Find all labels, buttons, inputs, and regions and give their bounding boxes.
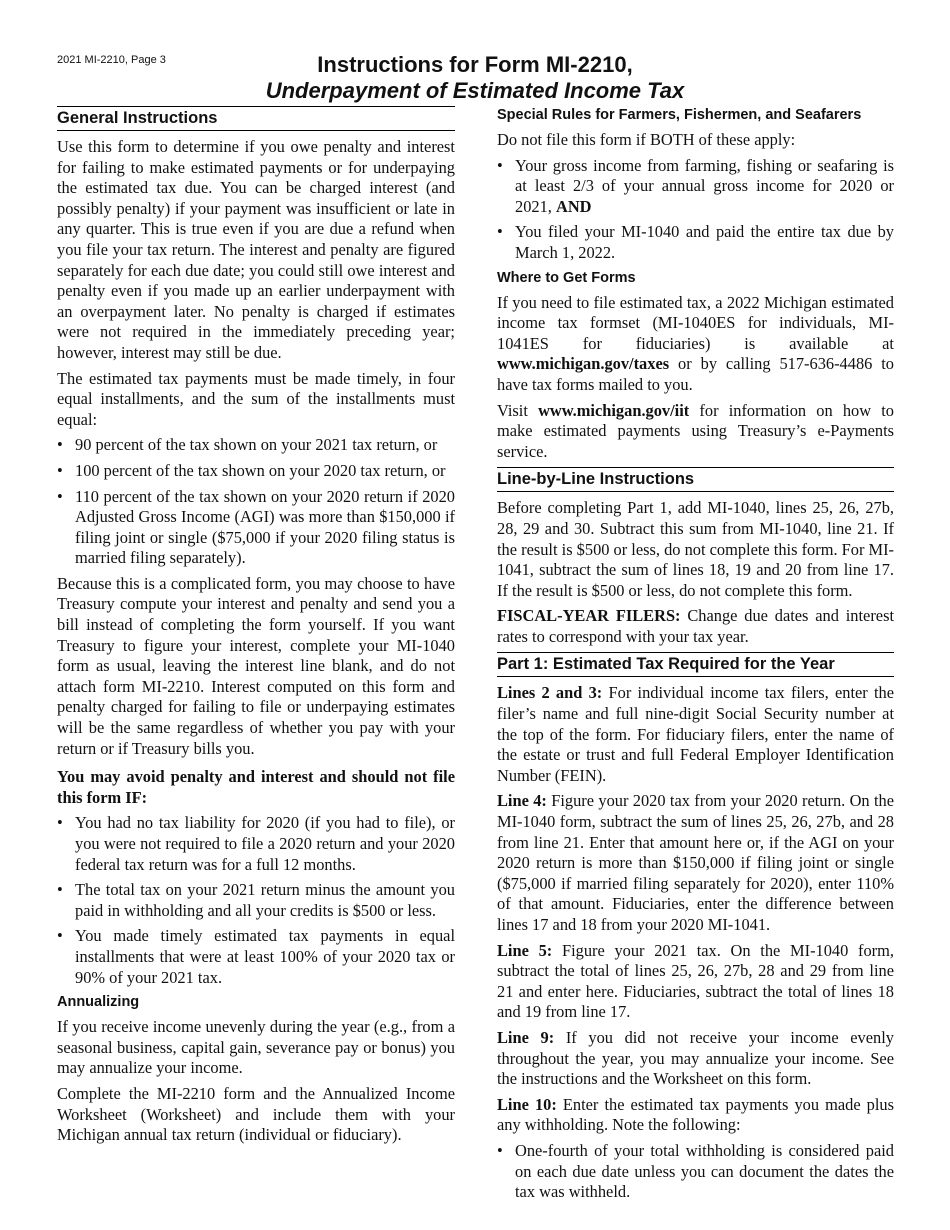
line-text: Figure your 2020 tax from your 2020 return. On the MI-1040 form, subtract the sum of lines 25, 26, 27b, and 28 from line 21. Enter that amount here or, if the AGI on your 2020 return is more than $150,000 if filing joint or single ($75,000 if married filing separately for 2020), enter 110% of that amount. Fiduciaries, enter the difference between lines 17 and 18 from your 2020 MI-1041. bbox=[497, 791, 894, 934]
line-by-line-heading: Line-by-Line Instructions bbox=[497, 467, 894, 492]
lines-2-3-paragraph bbox=[497, 683, 894, 786]
taxes-website-link[interactable]: www.michigan.gov/taxes bbox=[497, 354, 670, 374]
general-paragraph-2: The estimated tax payments must be made timely, in four equal installments, and the sum of the installments must equal: bbox=[57, 368, 455, 429]
forms-text: or by calling 517-636-4486 to have tax forms mailed to you. bbox=[497, 354, 895, 394]
annualizing-heading: Annualizing bbox=[57, 994, 140, 1011]
visit-text: Visit bbox=[497, 400, 528, 420]
line-by-line-paragraph: Before completing Part 1, add MI-1040, lines 25, 26, 27b, 28, 29 and 30. Subtract this sum from MI-1040, line 21. If the result is $500 or less, do not complete this form. For MI-1041, subtract the sum of lines 18, 19 and 20 from line 17. If the result is $500 or less, do not complete this form. bbox=[497, 498, 894, 600]
visit-paragraph bbox=[497, 401, 894, 463]
line-label: Line 10: bbox=[497, 1094, 557, 1114]
line-9-paragraph bbox=[497, 1028, 894, 1090]
list-item: • You filed your MI-1040 and paid the entire tax due by March 1, 2022. bbox=[497, 222, 894, 263]
line-4-paragraph bbox=[497, 791, 894, 935]
iit-website-link[interactable]: www.michigan.gov/iit bbox=[538, 400, 690, 420]
page-label: 2021 MI-2210, Page 3 bbox=[57, 54, 166, 66]
left-column bbox=[57, 106, 455, 1151]
general-paragraph-1: Use this form to determine if you owe penalty and interest for failing to make estimated payments or for underpaying the estimated tax due. You can be charged interest (and possibly penalty) if your payment was insufficient or late in any quarter. This is true even if you are due a refund when you file your tax return. The interest and penalty are figured separately for each due date; you could still owe interest and penalty even if you made up an earlier underpayment with an overpayment later. No penalty is charged if estimates were not required in the immediately preceding year; however, interest may still be due. bbox=[57, 137, 455, 362]
form-title: Instructions for Form MI-2210, bbox=[317, 52, 633, 77]
avoid-penalty-heading bbox=[57, 767, 455, 808]
fiscal-year-paragraph bbox=[497, 606, 894, 647]
form-subtitle: Underpayment of Estimated Income Tax bbox=[265, 78, 685, 103]
general-instructions-heading: General Instructions bbox=[57, 106, 455, 131]
installment-list bbox=[57, 435, 455, 569]
fiscal-year-text: Change due dates and interest rates to correspond with your tax year. bbox=[497, 606, 894, 646]
right-column bbox=[497, 106, 894, 1208]
part1-heading: Part 1: Estimated Tax Required for the Year bbox=[497, 652, 894, 677]
list-item bbox=[497, 156, 894, 218]
general-paragraph-3: Because this is a complicated form, you may choose to have Treasury compute your interest and penalty and send you a bill instead of completing the form yourself. If you want Treasury to figure your interest, complete your MI-1040 form as usual, leaving the interest line blank, and do not attach form MI-2210. Interest computed on this form and penalty charged for failing to file or underpaying estimates will be the same regardless of whether you pay with your return or if Treasury bills you. bbox=[57, 573, 455, 758]
line-10-paragraph bbox=[497, 1095, 894, 1136]
list-item: • One-fourth of your total withholding is considered paid on each due date unless you can document the dates the tax was withheld. bbox=[497, 1141, 894, 1203]
list-item: • 100 percent of the tax shown on your 2020 tax return, or bbox=[57, 461, 455, 482]
fiscal-year-label: FISCAL-YEAR FILERS: bbox=[497, 606, 681, 626]
special-rules-paragraph: Do not file this form if BOTH of these apply: bbox=[497, 130, 796, 149]
line-text: For individual income tax filers, enter the filer’s name and full nine-digit Social Security number at the top of the form. For fiduciary filers, enter the name of the estate or trust and full Federal Employer Identification Number (FEIN). bbox=[497, 683, 895, 785]
line-label: Line 4: bbox=[497, 791, 547, 811]
list-item-text: Your gross income from farming, fishing or seafaring is at least 2/3 of your annual gross income for 2020 or 2021, bbox=[515, 155, 894, 216]
list-item: • You had no tax liability for 2020 (if you had to file), or you were not required to file a 2020 return and your 2020 federal tax return was for a full 12 months. bbox=[57, 813, 455, 875]
visit-text: for information on how to make estimated payments using Treasury’s e-Payments service. bbox=[497, 400, 894, 461]
forms-paragraph bbox=[497, 293, 894, 396]
line-text: If you did not receive your income evenly throughout the year, you may annualize your income. See the instructions and the Worksheet on this form. bbox=[497, 1027, 894, 1089]
line-label: Lines 2 and 3: bbox=[497, 683, 603, 703]
line-5-paragraph bbox=[497, 941, 894, 1023]
line-text: Enter the estimated tax payments you made plus any withholding. Note the following: bbox=[497, 1094, 894, 1135]
list-item: • 110 percent of the tax shown on your 2020 return if 2020 Adjusted Gross Income (AGI) was more than $150,000 if filing joint or single ($75,000 if your 2020 filing status is married filing separately). bbox=[57, 487, 455, 569]
forms-text: If you need to file estimated tax, a 2022 Michigan estimated income tax formset (MI-1040ES for individuals, MI-1041ES for fiduciaries) is available at bbox=[497, 292, 894, 353]
special-rules-heading: Special Rules for Farmers, Fishermen, and Seafarers bbox=[497, 107, 862, 123]
avoid-penalty-text: You may avoid penalty and interest and should not file this form IF: bbox=[57, 767, 455, 807]
line-text: Figure your 2021 tax. On the MI-1040 form, subtract the total of lines 25, 26, 27b, 28 and 29 from line 21 and enter here. Fiduciaries, subtract the total of lines 18 and 19 from line 17. bbox=[497, 940, 894, 1022]
withholding-list bbox=[497, 1141, 894, 1203]
annualizing-paragraph-2: Complete the MI-2210 form and the Annualized Income Worksheet (Worksheet) and include them with your Michigan annual tax return (individual or fiduciary). bbox=[57, 1083, 455, 1145]
where-to-get-forms-heading: Where to Get Forms bbox=[497, 269, 636, 286]
annualizing-paragraph-1: If you receive income unevenly during the year (e.g., from a seasonal business, capital gain, severance pay or bonus) you may annualize your income. bbox=[57, 1017, 455, 1078]
line-label: Line 5: bbox=[497, 940, 553, 960]
list-item: • The total tax on your 2021 return minus the amount you paid in withholding and all your credits is $500 or less. bbox=[57, 880, 455, 921]
list-item: • 90 percent of the tax shown on your 2021 tax return, or bbox=[57, 435, 455, 456]
list-item: • You made timely estimated tax payments in equal installments that were at least 100% of your 2020 tax or 90% of your 2021 tax. bbox=[57, 926, 455, 988]
and-emphasis: AND bbox=[556, 196, 592, 216]
line-label: Line 9: bbox=[497, 1027, 555, 1047]
special-rules-list bbox=[497, 156, 894, 264]
avoid-penalty-list bbox=[57, 813, 455, 988]
